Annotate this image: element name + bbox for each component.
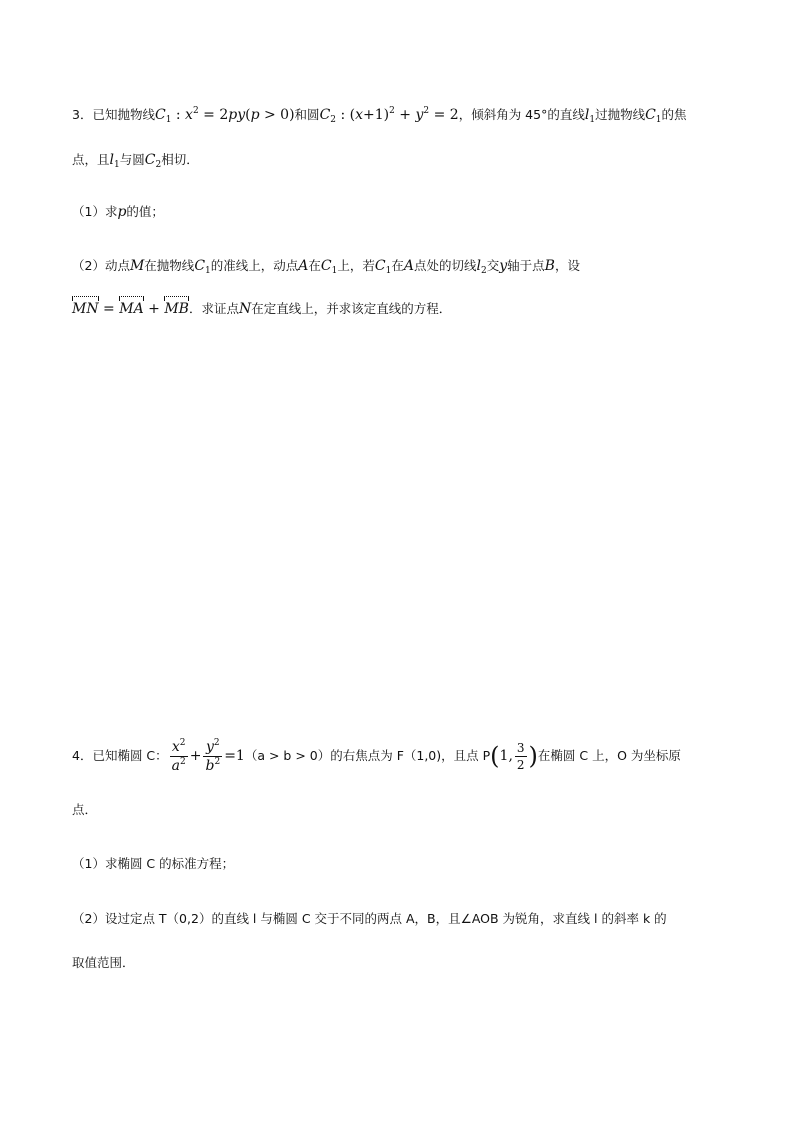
q4-number: 4 (72, 748, 80, 763)
math-l1: $l_1$ (584, 107, 596, 125)
q4-part-2-line-1: （2）设过定点 T（0,2）的直线 l 与椭圆 C 交于不同的两点 A，B，且∠AOB 为锐角，求直线 l 的斜率 k 的 (72, 911, 667, 926)
q3-part-1: （1）求p的值； (72, 204, 164, 220)
q4-part-1: （1）求椭圆 C 的标准方程； (72, 856, 235, 871)
fraction-3-2: $\frac{3}{2}$ (516, 741, 525, 772)
q3-line-1: 3．已知抛物线$C_1$ : $x^2 = 2py(p > 0)$和圆$C_2$ : $(x+1)^2 + y^2 = 2$，倾斜角为 45°的直线$l_1$过抛物线$C_1$的焦 (72, 106, 687, 125)
fraction-y2-b2: $\frac{y^2}{b^2}$ (205, 738, 221, 774)
q4-part-2-line-2: 取值范围． (72, 955, 135, 970)
q3-line-2: 点，且$l_1$与圆$C_2$相切． (72, 152, 199, 170)
vector-MA: MA (119, 301, 144, 317)
fraction-x2-a2: $\frac{x^2}{a^2}$ (171, 738, 186, 774)
q3-part-2-line-2: MN = MA + MB．求证点N在定直线上，并求该定直线的方程． (72, 301, 452, 317)
q4-line-1: 4．已知椭圆 C： $\frac{x^2}{a^2}$ + $\frac{y^2}{b^2}$ =1（a > b > 0）的右焦点为 F（1,0)，且点 P(1, $\frac{3}{2}$ )在椭圆 C 上，O 为坐标原 (72, 738, 681, 774)
q3-part-2-line-1: （2）动点M在抛物线$C_1$的准线上，动点A在$C_1$上，若$C_1$在A点处的切线$l_2$交y轴于点B，设 (72, 258, 580, 276)
math-C1: $C_1$ (154, 107, 172, 125)
math-parabola-eq: $x^2$ (185, 106, 199, 123)
vector-MB: MB (164, 301, 189, 317)
q4-line-2: 点． (72, 802, 98, 817)
math-C2: $C_2$ (319, 107, 337, 125)
vector-MN: MN (72, 301, 99, 317)
q3-number: 3 (72, 107, 80, 122)
math-p: p (117, 204, 127, 220)
